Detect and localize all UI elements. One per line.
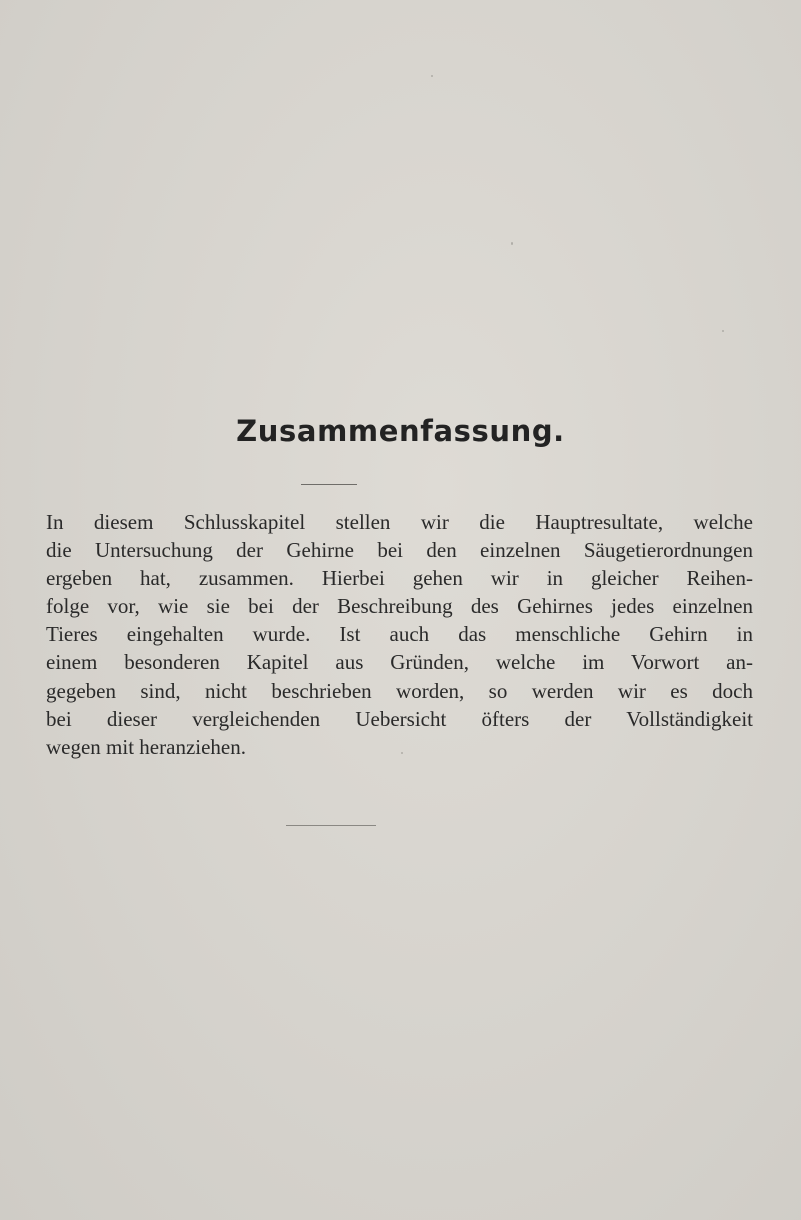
paper-speck — [511, 242, 513, 245]
title-divider — [301, 484, 357, 485]
paper-speck — [722, 330, 724, 332]
paper-speck — [431, 75, 433, 77]
section-end-divider — [286, 825, 376, 826]
paragraph-line: bei dieser vergleichenden Uebersicht öfters der Vollständigkeit — [46, 706, 753, 731]
paragraph-line: einem besonderen Kapitel aus Gründen, welche im Vorwort an- — [46, 650, 753, 675]
paragraph-line: ergeben hat, zusammen. Hierbei gehen wir in gleicher Reihen- — [46, 566, 753, 591]
paragraph-line: In diesem Schlusskapitel stellen wir die Hauptresultate, welche — [46, 510, 753, 534]
paragraph-line: folge vor, wie sie bei der Beschreibung des Gehirnes jedes einzelnen — [46, 594, 753, 619]
paragraph-line: wegen mit heranziehen. — [46, 734, 246, 759]
paragraph-line: gegeben sind, nicht beschrieben worden, so werden wir es doch — [46, 678, 753, 703]
paragraph-line: Tieres eingehalten wurde. Ist auch das menschliche Gehirn in — [46, 622, 753, 647]
paragraph-line: die Untersuchung der Gehirne bei den einzelnen Säugetierordnungen — [46, 538, 753, 563]
page-title: Zusammenfassung. — [236, 414, 565, 448]
summary-paragraph — [46, 508, 753, 761]
